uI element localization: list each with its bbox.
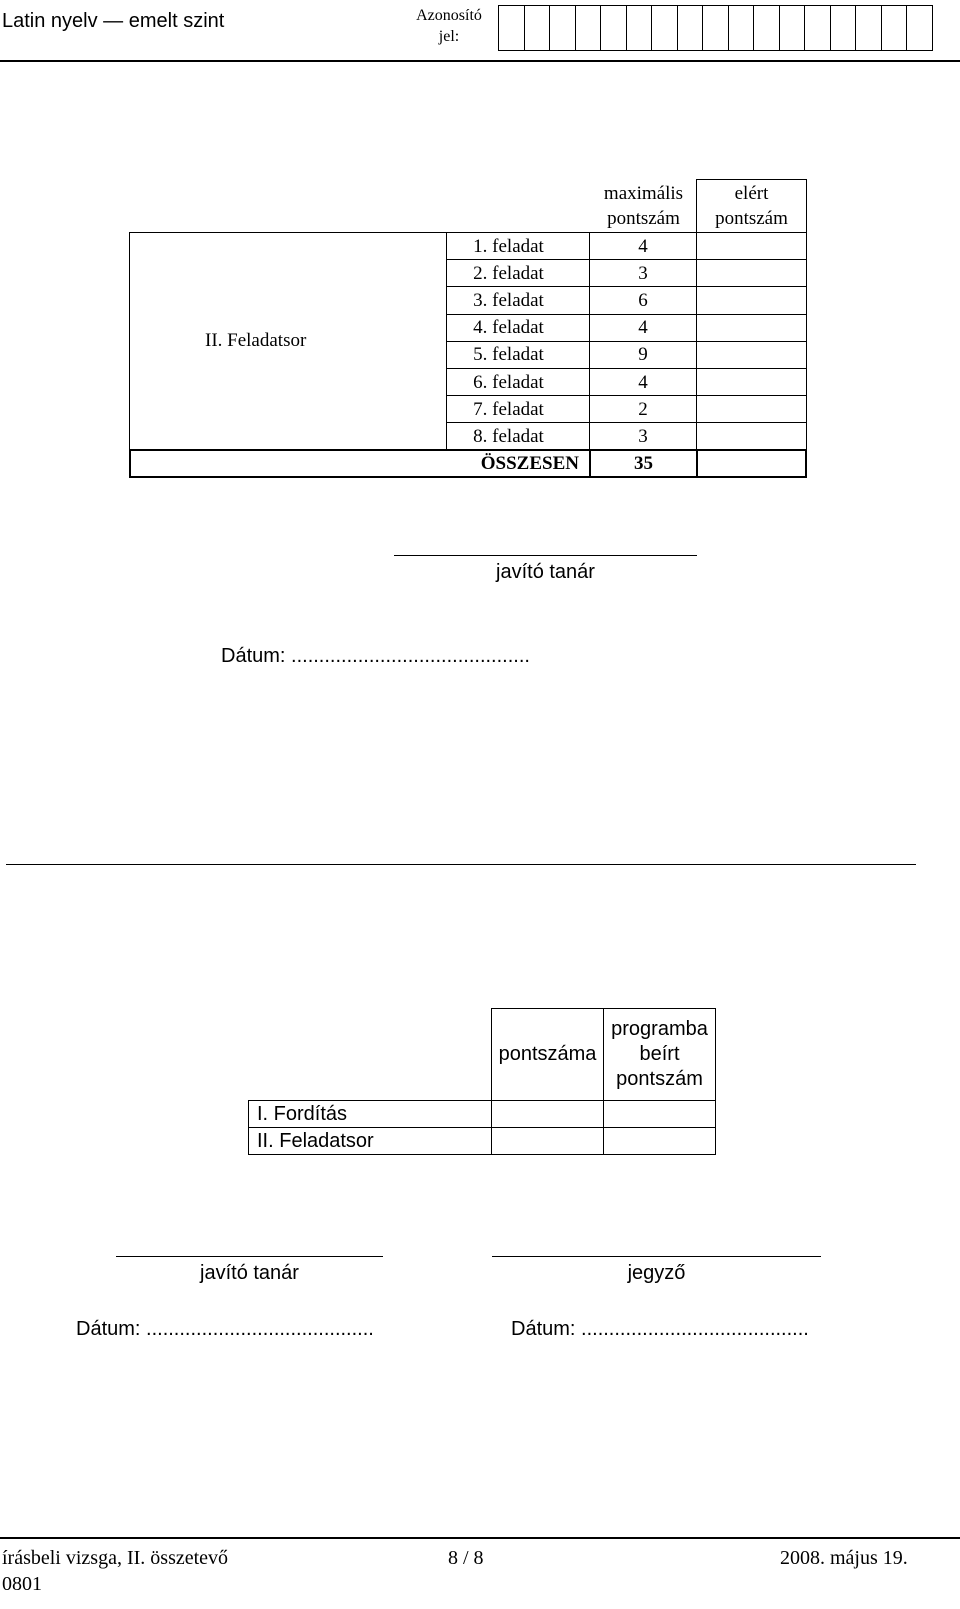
id-box[interactable] (627, 6, 653, 50)
task-label: 4. feladat (447, 314, 590, 342)
clerk-signature-label: jegyző (627, 1262, 686, 1284)
id-boxes[interactable] (498, 5, 933, 51)
total-label: ÖSSZESEN (129, 449, 591, 478)
id-box[interactable] (831, 6, 857, 50)
achieved-points[interactable] (696, 259, 807, 287)
section-label-cell: II. Feladatsor (129, 232, 447, 450)
id-box[interactable] (525, 6, 551, 50)
id-box[interactable] (550, 6, 576, 50)
total-value: 35 (589, 449, 698, 478)
col-achieved-header: elért pontszám (696, 179, 807, 233)
id-box[interactable] (703, 6, 729, 50)
id-box[interactable] (499, 6, 525, 50)
summary-row-label: I. Fordítás (248, 1100, 492, 1128)
id-label: Azonosító jel: (416, 7, 482, 45)
footer-page-number: 8 / 8 (448, 1547, 484, 1569)
task-label: 1. feladat (447, 232, 590, 260)
id-box[interactable] (729, 6, 755, 50)
task-label: 7. feladat (447, 395, 590, 423)
task-label: 2. feladat (447, 259, 590, 287)
footer-divider (0, 1537, 960, 1539)
header-divider (0, 60, 960, 62)
max-points: 4 (589, 368, 697, 396)
clerk-signature-line[interactable] (492, 1256, 821, 1257)
date-field[interactable]: Dátum: ........................................... (221, 645, 530, 667)
achieved-points[interactable] (696, 341, 807, 369)
summary-program-cell[interactable] (603, 1127, 716, 1155)
id-box[interactable] (856, 6, 882, 50)
signature-line[interactable] (394, 555, 697, 556)
col-program-header: programba beírt pontszám (603, 1008, 716, 1101)
max-points: 4 (589, 232, 697, 260)
max-points: 3 (589, 422, 697, 450)
footer-exam-label: írásbeli vizsga, II. összetevő (2, 1547, 229, 1569)
teacher-signature-label: javító tanár (200, 1262, 299, 1284)
teacher-signature-line[interactable] (116, 1256, 383, 1257)
col-points-header: pontszáma (491, 1008, 604, 1101)
clerk-date-field[interactable]: Dátum: ......................................... (511, 1318, 809, 1340)
footer-code: 0801 (2, 1573, 42, 1595)
achieved-points[interactable] (696, 232, 807, 260)
document-title: Latin nyelv — emelt szint (2, 10, 225, 32)
id-box[interactable] (907, 6, 933, 50)
summary-row-label: II. Feladatsor (248, 1127, 492, 1155)
max-points: 2 (589, 395, 697, 423)
summary-program-cell[interactable] (603, 1100, 716, 1128)
max-points: 9 (589, 341, 697, 369)
total-achieved[interactable] (696, 449, 807, 478)
achieved-points[interactable] (696, 314, 807, 342)
signature-label: javító tanár (496, 561, 595, 583)
id-box[interactable] (678, 6, 704, 50)
id-box[interactable] (754, 6, 780, 50)
max-points: 6 (589, 286, 697, 314)
id-box[interactable] (652, 6, 678, 50)
achieved-points[interactable] (696, 368, 807, 396)
max-points: 3 (589, 259, 697, 287)
id-box[interactable] (805, 6, 831, 50)
task-label: 3. feladat (447, 286, 590, 314)
summary-points-cell[interactable] (491, 1100, 604, 1128)
col-max-header: maximális pontszám (603, 183, 684, 229)
max-points: 4 (589, 314, 697, 342)
id-box[interactable] (780, 6, 806, 50)
achieved-points[interactable] (696, 422, 807, 450)
teacher-date-field[interactable]: Dátum: ......................................... (76, 1318, 374, 1340)
task-label: 5. feladat (447, 341, 590, 369)
section-separator (6, 864, 916, 865)
task-label: 8. feladat (447, 422, 590, 450)
achieved-points[interactable] (696, 286, 807, 314)
footer-date: 2008. május 19. (780, 1547, 908, 1569)
summary-points-cell[interactable] (491, 1127, 604, 1155)
achieved-points[interactable] (696, 395, 807, 423)
id-box[interactable] (601, 6, 627, 50)
id-box[interactable] (882, 6, 908, 50)
task-label: 6. feladat (447, 368, 590, 396)
id-box[interactable] (576, 6, 602, 50)
